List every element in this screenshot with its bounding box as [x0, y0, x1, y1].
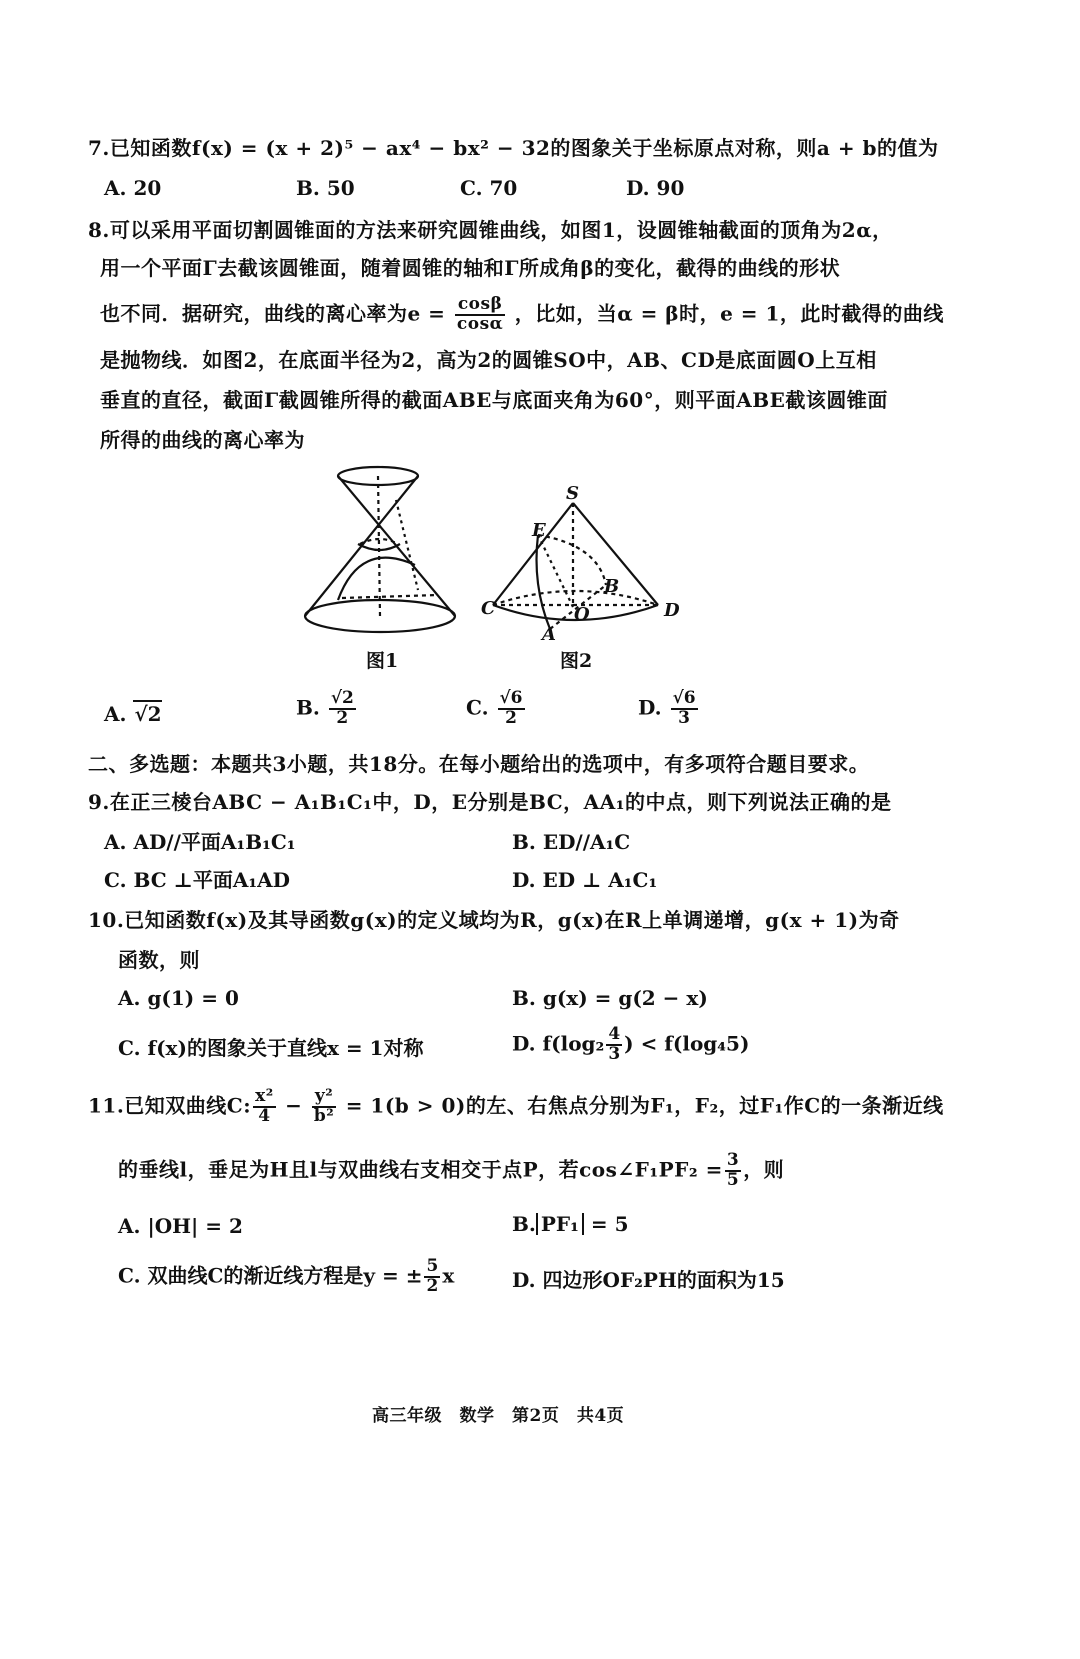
q11-line2-post: ，则	[743, 1157, 785, 1182]
q10-option-d	[512, 1026, 749, 1064]
q10-line2: 函数，则	[118, 948, 200, 972]
fraction-denominator: 2	[505, 707, 517, 728]
figure-2-caption: 图2	[560, 650, 593, 672]
q7-option-d: D. 90	[626, 176, 685, 200]
fraction-numerator: 5	[426, 1256, 439, 1276]
option-b-post: = 5	[590, 1212, 629, 1236]
q9-option-a: A. AD//平面A₁B₁C₁	[104, 830, 296, 854]
fraction-denominator: 4	[258, 1105, 271, 1126]
fraction-denominator: b²	[313, 1105, 335, 1126]
fraction-numerator: 3	[726, 1150, 740, 1170]
q10-option-c: C. f(x)的图象关于直线x = 1对称	[118, 1036, 424, 1060]
q9-option-b: B. ED//A₁C	[512, 830, 631, 854]
q8-option-c	[466, 690, 527, 728]
fraction-numerator: √6	[499, 688, 523, 708]
fig2-label-s: S	[566, 483, 579, 504]
q8-line1: 8.可以采用平面切割圆锥面的方法来研究圆锥曲线，如图1，设圆锥轴截面的顶角为2α，	[88, 218, 893, 242]
q10-option-b: B. g(x) = g(2 − x)	[512, 986, 708, 1010]
option-c-post: x	[442, 1263, 455, 1288]
option-label: C.	[466, 695, 489, 720]
q8-option-b	[296, 690, 358, 728]
fig2-label-b: B	[604, 576, 620, 597]
fraction-numerator: cosβ	[455, 296, 505, 316]
q8-line6: 所得的曲线的离心率为	[100, 428, 305, 452]
page-footer: 高三年级 数学 第2页 共4页	[372, 1406, 625, 1426]
option-label: B.	[512, 1212, 536, 1236]
option-d-fraction	[606, 1026, 622, 1064]
fraction-numerator: √2	[330, 688, 354, 708]
q9-option-d: D. ED ⊥ A₁C₁	[512, 868, 658, 892]
eccentricity-fraction	[455, 296, 505, 334]
option-fraction	[671, 690, 698, 728]
fraction-denominator: cosα	[456, 313, 504, 334]
option-value: √2	[134, 702, 162, 726]
option-c-pre: C. 双曲线C的渐近线方程是y = ±	[118, 1263, 423, 1288]
q8-option-a	[104, 702, 162, 726]
q11-cos-fraction	[725, 1152, 741, 1190]
fraction-numerator: 4	[608, 1024, 621, 1044]
q7-option-b: B. 50	[296, 176, 355, 200]
q11-option-a: A. |OH| = 2	[118, 1214, 243, 1238]
figure-1-double-cone	[300, 460, 480, 640]
fraction-denominator: 2	[426, 1275, 439, 1296]
fraction-numerator: √6	[672, 688, 696, 708]
q11-line1: 11.已知双曲线C: $\frac{\text{x²}}{4}$ − $\frac{\text{y²}}{\text{b²}}$ = 1(b > 0)的左、右焦点分别为F₁，F₂，过F₁作C的一条渐近线	[88, 1086, 944, 1126]
fraction-denominator: 5	[726, 1169, 740, 1190]
q8-line3	[100, 296, 944, 334]
q11-option-c	[118, 1258, 454, 1296]
q10-option-a: A. g(1) = 0	[118, 986, 239, 1010]
fraction-denominator: 3	[678, 707, 690, 728]
q8-line4: 是抛物线．如图2，在底面半径为2，高为2的圆锥SO中，AB、CD是底面圆O上互相	[100, 348, 877, 372]
section-2-heading: 二、多选题：本题共3小题，共18分。在每小题给出的选项中，有多项符合题目要求。	[88, 752, 870, 776]
option-c-fraction	[424, 1258, 440, 1296]
option-label: D.	[638, 695, 662, 720]
fraction-denominator: 2	[336, 707, 349, 728]
figure-2-cone	[488, 495, 688, 655]
q7-stem: 7.已知函数f(x) = (x + 2)⁵ − ax⁴ − bx² − 32的图象关于坐标原点对称，则a + b的值为	[88, 136, 939, 160]
fig2-label-c: C	[481, 598, 496, 619]
q11-frac2	[312, 1088, 336, 1126]
q11-line1-pre: 11.已知双曲线C:	[88, 1093, 252, 1118]
q9-option-c: C. BC ⊥平面A₁AD	[104, 868, 290, 892]
option-d-post: ) < f(log₄5)	[624, 1031, 750, 1056]
option-label: A.	[104, 702, 127, 726]
fig2-label-o: O	[574, 604, 590, 625]
option-d-pre: D. f(log₂	[512, 1031, 605, 1056]
option-fraction	[329, 690, 356, 728]
q7-option-c: C. 70	[460, 176, 518, 200]
q11-line1-post: = 1(b > 0)的左、右焦点分别为F₁，F₂，过F₁作C的一条渐近线	[345, 1093, 944, 1118]
q8-option-d	[638, 690, 700, 728]
fig2-label-d: D	[664, 600, 680, 621]
q9-stem: 9.在正三棱台ABC − A₁B₁C₁中，D，E分别是BC，AA₁的中点，则下列说法正确的是	[88, 790, 892, 814]
figure-1-caption: 图1	[366, 650, 399, 672]
q7-option-a: A. 20	[104, 176, 162, 200]
fraction-numerator: x²	[255, 1086, 274, 1106]
q11-option-d: D. 四边形OF₂PH的面积为15	[512, 1268, 785, 1292]
option-label: B.	[296, 695, 320, 720]
absolute-value: PF₁	[536, 1213, 584, 1235]
q11-frac1	[253, 1088, 276, 1126]
q11-line2	[118, 1152, 784, 1190]
fraction-numerator: y²	[312, 1088, 336, 1108]
q11-option-b	[512, 1212, 628, 1236]
q8-line5: 垂直的直径，截面Γ截圆锥所得的截面ABE与底面夹角为60°，则平面ABE截该圆锥面	[100, 388, 888, 412]
q11-line2-pre: 的垂线l，垂足为H且l与双曲线右支相交于点P，若cos∠F₁PF₂ =	[118, 1157, 723, 1182]
q10-line1: 10.已知函数f(x)及其导函数g(x)的定义域均为R，g(x)在R上单调递增，g(x + 1)为奇	[88, 908, 900, 932]
fraction-denominator: 3	[608, 1043, 621, 1064]
q8-line2: 用一个平面Γ去截该圆锥面，随着圆锥的轴和Γ所成角β的变化，截得的曲线的形状	[100, 256, 841, 280]
q8-line3-pre: 也不同．据研究，曲线的离心率为e =	[100, 301, 446, 326]
option-fraction	[498, 690, 525, 728]
fig2-label-a: A	[542, 624, 556, 645]
q8-line3-post: ，比如，当α = β时，e = 1，此时截得的曲线	[514, 301, 944, 326]
fig2-label-e: E	[532, 520, 546, 541]
